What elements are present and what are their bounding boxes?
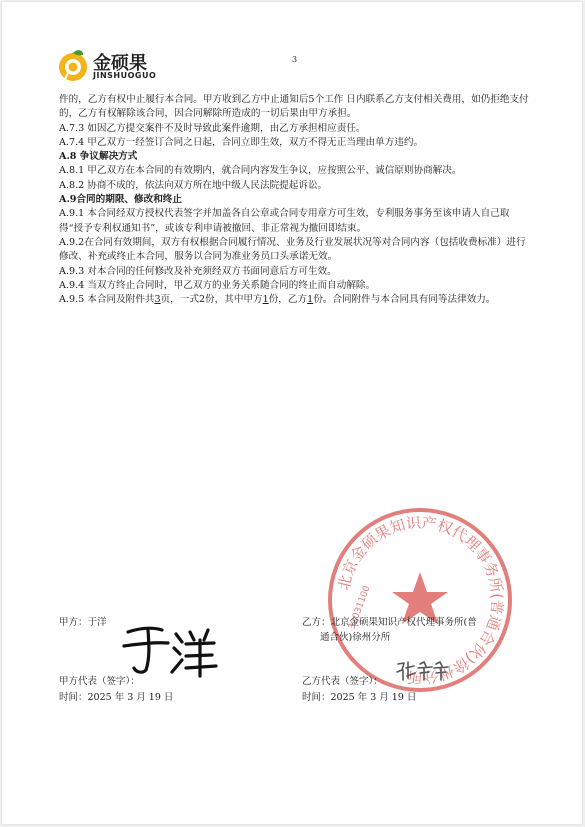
seal-number: 32031100 xyxy=(347,584,373,632)
section-a9-title: A.9合同的期限、修改和终止 xyxy=(59,194,182,206)
a95-mid3: 份，乙方 xyxy=(268,294,308,306)
document-page xyxy=(2,2,582,824)
brand-sub: JINSHUOGUO xyxy=(93,71,157,80)
party-a-handwritten-signature xyxy=(120,622,220,680)
a95-copies: 2 xyxy=(198,294,206,306)
clause-a9-4: A.9.4 当双方终止合同时，甲乙双方的业务关系随合同的终止而自动解除。 xyxy=(59,279,376,291)
clause-a9-1: A.9.1 本合同经双方授权代表签字并加盖各自公章或合同专用章方可生效，专利服务事务至该申请人自己取得“授予专利权通知书”，或该专利申请被撤回、非正常视为撤回即结束。 xyxy=(59,208,510,234)
a95-mid1: 页，一式 xyxy=(160,294,199,306)
section-a8-title: A.8 争议解决方式 xyxy=(59,151,138,163)
clause-a9-2: A.9.2在合同有效期间，双方有权根据合同履行情况、业务及行业发展状况等对合同内容（包括收费标准）进行修改、补充或终止本合同，服务以合同为准业务员口头承诺无效。 xyxy=(59,236,526,263)
party-b-representative-label: 乙方代表（签字）： xyxy=(302,676,383,687)
clause-a8-1: A.8.1 甲乙双方在本合同的有效期内，就合同内容发生争议，应按照公平、诚信原则协商解决。 xyxy=(59,165,462,177)
clause-a9-5 xyxy=(59,293,529,307)
party-b-date: 时间：2025 年 3 月 19 日 xyxy=(302,692,417,703)
a95-suffix: 份。合同附件与本合同具有同等法律效力。 xyxy=(313,294,496,306)
a95-mid2: 份，其中甲方 xyxy=(205,294,263,306)
a95-pages: 3 xyxy=(154,294,161,306)
party-a-label: 甲方：于洋 xyxy=(59,617,107,628)
brand-name: 金硕果 xyxy=(93,53,147,74)
clause-a7-3: A.7.3 如因乙方提交案件不及时导致此案件逾期，由乙方承担相应责任。 xyxy=(59,122,366,134)
clause-a8-2: A.8.2 协商不成的，依法向双方所在地中级人民法院提起诉讼。 xyxy=(59,179,328,191)
brand-logo-icon xyxy=(57,49,91,83)
clause-a7-continued: 件的，乙方有权中止履行本合同。甲方收到乙方中止通知后5个工作 日内联系乙方支付相关费用，如仍拒绝支付的，乙方有权解除该合同，因合同解除所造成的一切后果由甲方承担。 xyxy=(59,94,529,120)
seal-text-path: 北京金硕果知识产权代理事务所(普通合伙)徐州分所 xyxy=(334,513,507,687)
brand-logo xyxy=(57,49,167,83)
clause-a7-4: A.7.4 甲乙双方一经签订合同之日起，合同立即生效，双方不得无正当理由单方违约。 xyxy=(59,136,424,148)
a95-party-a-copies: 1 xyxy=(262,294,269,306)
clause-a9-3: A.9.3 对本合同的任何修改及补充须经双方书面同意后方可生效。 xyxy=(59,265,337,277)
contract-body xyxy=(59,93,529,307)
a95-party-b-copies: 1 xyxy=(307,294,314,306)
page-number: 3 xyxy=(292,55,298,64)
a95-prefix: A.9.5 本合同及附件共 xyxy=(59,294,155,306)
party-b-handwritten-signature xyxy=(394,658,454,684)
party-a-representative-label: 甲方代表（签字）： xyxy=(59,676,140,687)
party-a-date: 时间：2025 年 3 月 19 日 xyxy=(59,692,174,703)
party-b-label-line1: 乙方：北京金硕果知识产权代理事务所(普 xyxy=(302,617,477,628)
party-b-label-line2: 通合伙)徐州分所 xyxy=(320,632,391,643)
